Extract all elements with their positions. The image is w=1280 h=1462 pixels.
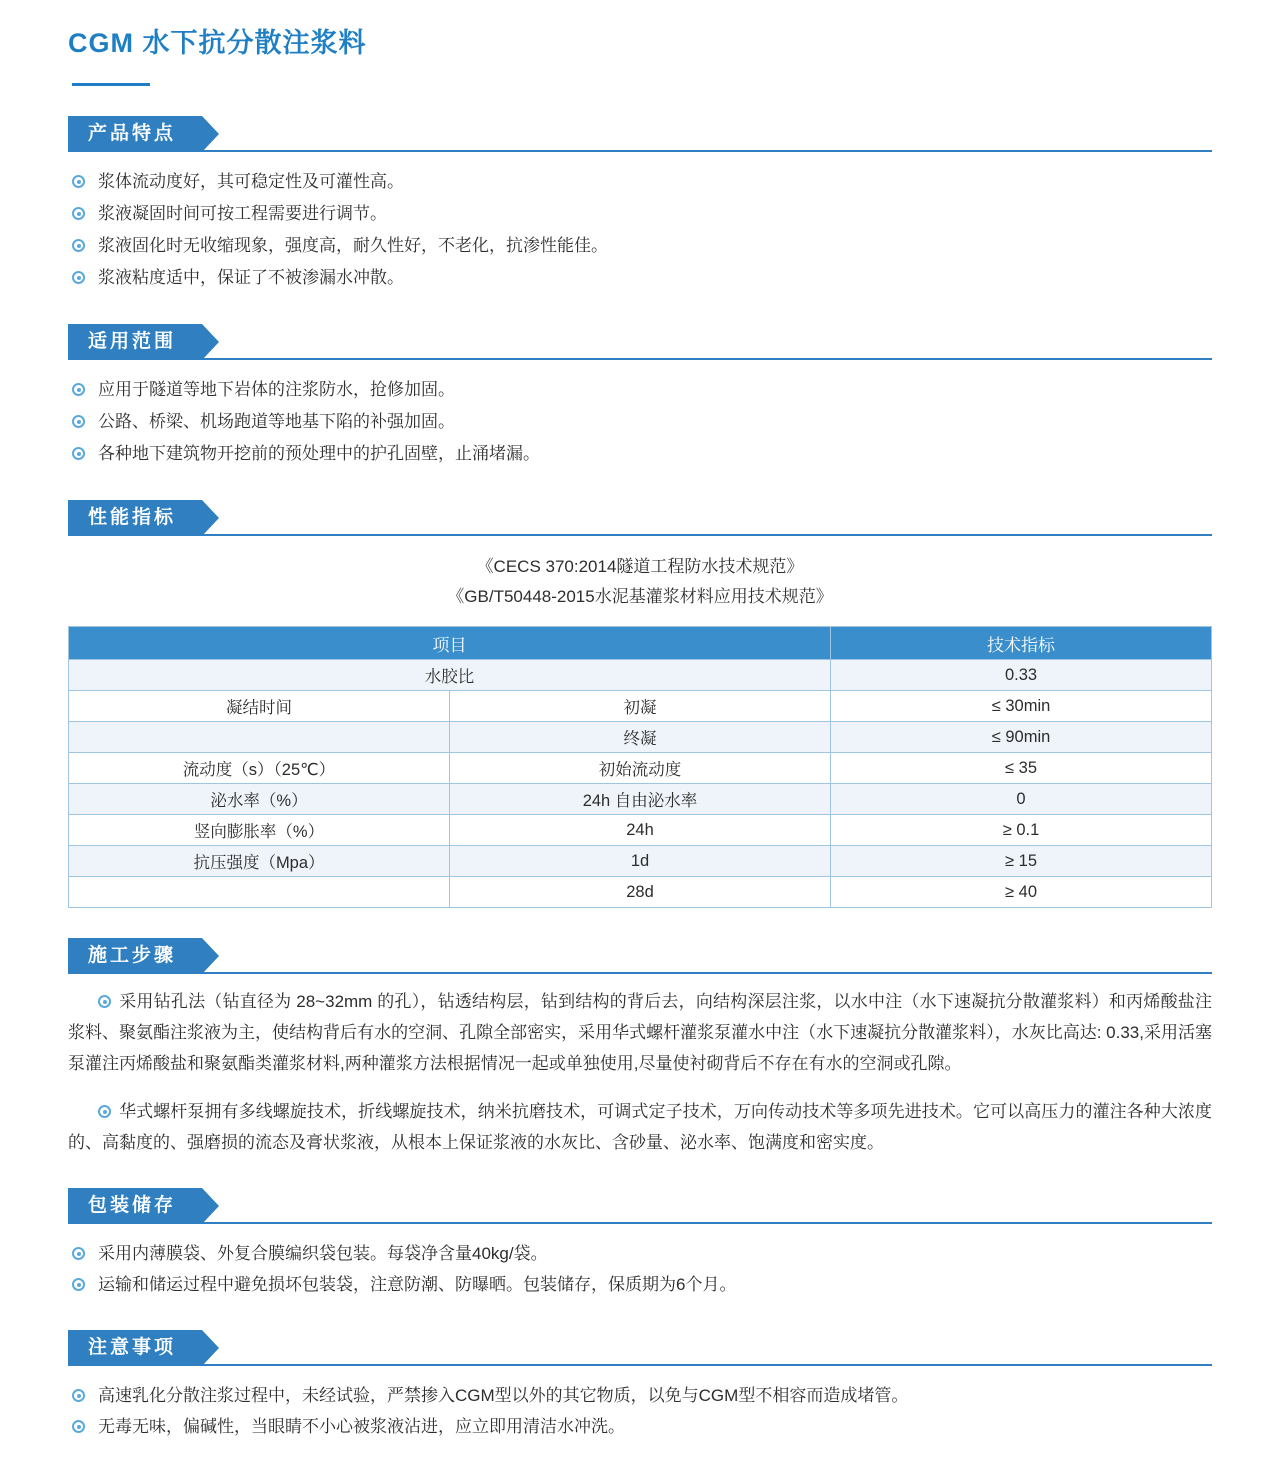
bullet-icon xyxy=(72,415,85,428)
table-cell-item: 竖向膨胀率（%） xyxy=(69,815,450,846)
section-rule xyxy=(68,358,1212,360)
table-cell-item: 泌水率（%） xyxy=(69,784,450,815)
table-row xyxy=(69,846,1212,877)
section-scope xyxy=(68,324,1212,470)
list-item-text: 公路、桥梁、机场跑道等地基下陷的补强加固。 xyxy=(98,412,455,432)
section-title-packaging: 包装储存 xyxy=(68,1188,202,1224)
list-item-text: 浆液凝固时间可按工程需要进行调节。 xyxy=(98,204,387,224)
table-cell-item: 水胶比 xyxy=(69,660,831,691)
section-header-features xyxy=(68,116,1212,152)
section-features xyxy=(68,116,1212,294)
list-item xyxy=(68,1411,1212,1442)
table-header-cell: 技术指标 xyxy=(831,627,1212,660)
table-row xyxy=(69,691,1212,722)
bullet-icon xyxy=(72,175,85,188)
bullet-icon xyxy=(72,1247,85,1260)
table-cell-value: ≤ 30min xyxy=(831,691,1212,722)
section-construction xyxy=(68,938,1212,1158)
bullet-icon xyxy=(72,383,85,396)
bullet-icon xyxy=(72,1420,85,1433)
list-item xyxy=(68,1238,1212,1269)
bullet-icon xyxy=(72,1278,85,1291)
table-cell-value: ≥ 15 xyxy=(831,846,1212,877)
table-cell-item xyxy=(69,722,450,753)
table-cell-sub: 初凝 xyxy=(450,691,831,722)
table-cell-value: ≥ 40 xyxy=(831,877,1212,908)
section-header-scope xyxy=(68,324,1212,360)
bullet-icon xyxy=(98,1105,111,1118)
list-item xyxy=(68,438,1212,470)
table-cell-sub: 28d xyxy=(450,877,831,908)
section-rule xyxy=(68,534,1212,536)
bullet-icon xyxy=(72,207,85,220)
section-header-notes xyxy=(68,1330,1212,1366)
section-header-construction xyxy=(68,938,1212,974)
table-row xyxy=(69,753,1212,784)
section-performance xyxy=(68,500,1212,908)
list-item-text: 无毒无味，偏碱性，当眼睛不小心被浆液沾进，应立即用清洁水冲洗。 xyxy=(98,1417,625,1437)
table-cell-value: 0.33 xyxy=(831,660,1212,691)
bullet-icon xyxy=(72,239,85,252)
bullet-icon xyxy=(98,995,111,1008)
list-item xyxy=(68,374,1212,406)
standard-line: 《GB/T50448-2015水泥基灌浆材料应用技术规范》 xyxy=(447,587,833,607)
table-cell-item: 流动度（s）（25℃） xyxy=(69,753,450,784)
features-list xyxy=(68,166,1212,294)
table-cell-value: 0 xyxy=(831,784,1212,815)
table-row xyxy=(69,877,1212,908)
list-item xyxy=(68,1380,1212,1411)
section-packaging xyxy=(68,1188,1212,1300)
table-header-cell: 项目 xyxy=(69,627,831,660)
list-item-text: 浆液固化时无收缩现象，强度高，耐久性好，不老化，抗渗性能佳。 xyxy=(98,236,608,256)
list-item xyxy=(68,262,1212,294)
section-rule xyxy=(68,1364,1212,1366)
construction-paragraph xyxy=(68,1096,1212,1158)
title-underline xyxy=(72,83,150,86)
scope-list xyxy=(68,374,1212,470)
section-title-construction: 施工步骤 xyxy=(68,938,202,974)
packaging-list xyxy=(68,1238,1212,1300)
table-row xyxy=(69,784,1212,815)
notes-list xyxy=(68,1380,1212,1442)
section-header-performance xyxy=(68,500,1212,536)
table-cell-item: 抗压强度（Mpa） xyxy=(69,846,450,877)
table-cell-sub: 初始流动度 xyxy=(450,753,831,784)
table-header-row xyxy=(69,627,1212,660)
list-item xyxy=(68,198,1212,230)
section-title-performance: 性能指标 xyxy=(68,500,202,536)
list-item-text: 运输和储运过程中避免损坏包装袋，注意防潮、防曝晒。包装储存，保质期为6个月。 xyxy=(98,1275,737,1295)
section-title-notes: 注意事项 xyxy=(68,1330,202,1366)
table-cell-value: ≤ 35 xyxy=(831,753,1212,784)
table-cell-sub: 终凝 xyxy=(450,722,831,753)
table-cell-sub: 1d xyxy=(450,846,831,877)
table-row xyxy=(69,815,1212,846)
performance-table xyxy=(68,626,1212,908)
list-item-text: 浆体流动度好，其可稳定性及可灌性高。 xyxy=(98,172,404,192)
section-rule xyxy=(68,1222,1212,1224)
list-item-text: 浆液粘度适中，保证了不被渗漏水冲散。 xyxy=(98,268,404,288)
bullet-icon xyxy=(72,271,85,284)
section-title-scope: 适用范围 xyxy=(68,324,202,360)
list-item xyxy=(68,406,1212,438)
table-cell-sub: 24h xyxy=(450,815,831,846)
table-cell-item: 凝结时间 xyxy=(69,691,450,722)
standards-block xyxy=(68,552,1212,612)
page-title: CGM 水下抗分散注浆料 xyxy=(68,28,367,58)
construction-paragraph xyxy=(68,986,1212,1079)
list-item xyxy=(68,230,1212,262)
table-row xyxy=(69,660,1212,691)
list-item-text: 高速乳化分散注浆过程中，未经试验，严禁掺入CGM型以外的其它物质，以免与CGM型不相容而造成堵管。 xyxy=(98,1386,909,1406)
table-cell-value: ≤ 90min xyxy=(831,722,1212,753)
list-item-text: 应用于隧道等地下岩体的注浆防水，抢修加固。 xyxy=(98,380,455,400)
paragraph-text: 采用钻孔法（钻直径为 28~32mm 的孔），钻透结构层，钻到结构的背后去，向结构深层注浆，以水中注（水下速凝抗分散灌浆料）和丙烯酸盐注浆料、聚氨酯注浆液为主，使结构背后有水的空洞、孔隙全部密实，采用华式螺杆灌浆泵灌水中注（水下速凝抗分散灌浆料），水灰比高达: 0.33,采用活塞泵灌注丙烯酸盐和聚氨酯类灌浆材料,两种灌浆方法根据情况一起或单独使用,尽量使衬砌背后不存在有水的空洞或孔隙。 xyxy=(68,992,1212,1074)
section-rule xyxy=(68,972,1212,974)
list-item-text: 采用内薄膜袋、外复合膜编织袋包装。每袋净含量40kg/袋。 xyxy=(98,1244,548,1264)
section-header-packaging xyxy=(68,1188,1212,1224)
standard-line: 《CECS 370:2014隧道工程防水技术规范》 xyxy=(476,557,804,577)
table-row xyxy=(69,722,1212,753)
table-cell-sub: 24h 自由泌水率 xyxy=(450,784,831,815)
list-item xyxy=(68,1269,1212,1300)
bullet-icon xyxy=(72,447,85,460)
list-item xyxy=(68,166,1212,198)
section-title-features: 产品特点 xyxy=(68,116,202,152)
bullet-icon xyxy=(72,1389,85,1402)
section-notes xyxy=(68,1330,1212,1442)
table-cell-value: ≥ 0.1 xyxy=(831,815,1212,846)
section-rule xyxy=(68,150,1212,152)
paragraph-text: 华式螺杆泵拥有多线螺旋技术，折线螺旋技术，纳米抗磨技术，可调式定子技术，万向传动技术等多项先进技术。它可以高压力的灌注各种大浓度的、高黏度的、强磨损的流态及膏状浆液，从根本上保证浆液的水灰比、含砂量、泌水率、饱满度和密实度。 xyxy=(68,1102,1212,1153)
list-item-text: 各种地下建筑物开挖前的预处理中的护孔固壁，止涌堵漏。 xyxy=(98,444,540,464)
table-cell-item xyxy=(69,877,450,908)
